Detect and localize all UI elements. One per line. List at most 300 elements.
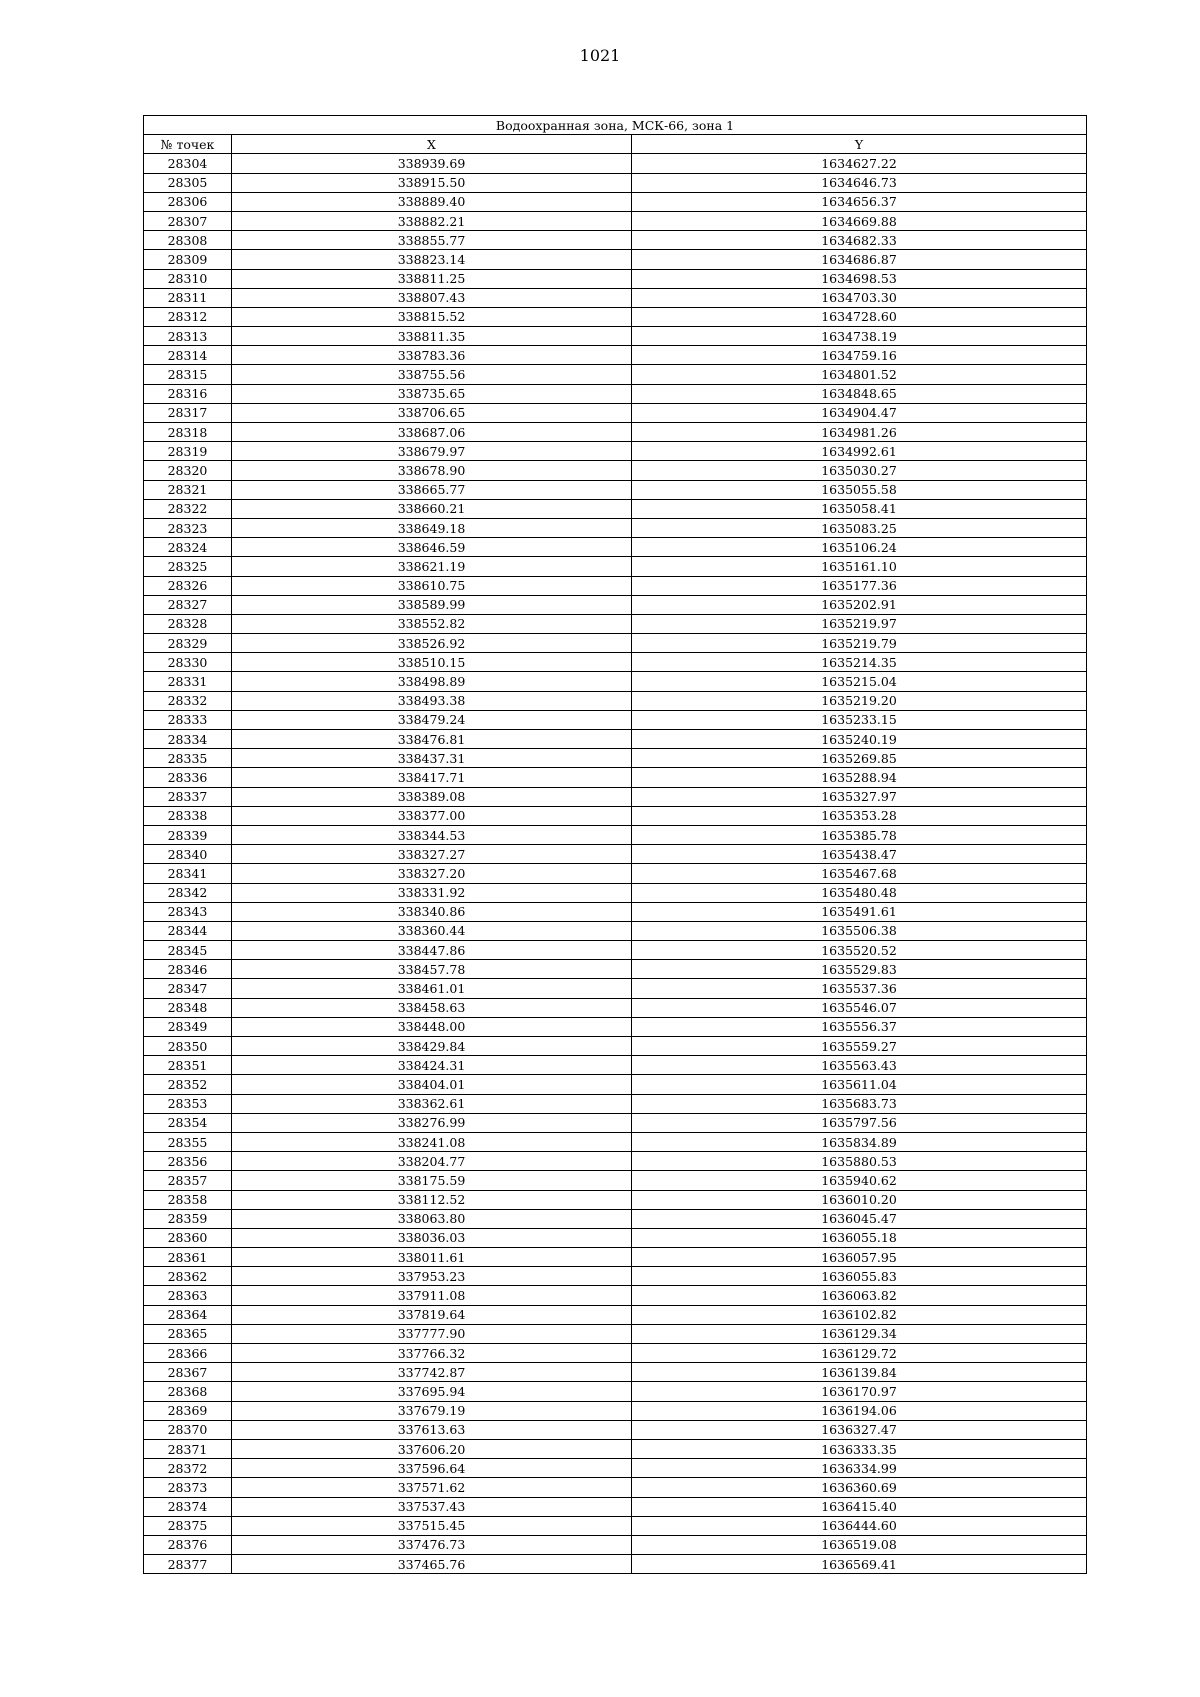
cell-y: 1635559.27	[632, 1037, 1087, 1056]
cell-y: 1635529.83	[632, 960, 1087, 979]
cell-x: 338649.18	[232, 518, 632, 537]
cell-x: 338461.01	[232, 979, 632, 998]
table-row	[144, 998, 1087, 1017]
cell-x: 338552.82	[232, 614, 632, 633]
table-row	[144, 691, 1087, 710]
cell-x: 338063.80	[232, 1209, 632, 1228]
cell-y: 1635202.91	[632, 595, 1087, 614]
table-row	[144, 1113, 1087, 1132]
cell-x: 337613.63	[232, 1420, 632, 1439]
cell-x: 337537.43	[232, 1497, 632, 1516]
cell-point-number: 28358	[144, 1190, 232, 1209]
cell-x: 338276.99	[232, 1113, 632, 1132]
cell-point-number: 28337	[144, 787, 232, 806]
cell-point-number: 28368	[144, 1382, 232, 1401]
cell-point-number: 28345	[144, 941, 232, 960]
cell-point-number: 28350	[144, 1037, 232, 1056]
table-row	[144, 461, 1087, 480]
table-row	[144, 1094, 1087, 1113]
cell-point-number: 28365	[144, 1324, 232, 1343]
cell-y: 1635506.38	[632, 921, 1087, 940]
cell-y: 1635288.94	[632, 768, 1087, 787]
cell-point-number: 28323	[144, 518, 232, 537]
table-row	[144, 288, 1087, 307]
cell-x: 338660.21	[232, 499, 632, 518]
cell-y: 1635214.35	[632, 653, 1087, 672]
table-row	[144, 653, 1087, 672]
cell-x: 338327.27	[232, 845, 632, 864]
cell-y: 1634686.87	[632, 250, 1087, 269]
table-row	[144, 154, 1087, 173]
cell-point-number: 28322	[144, 499, 232, 518]
cell-point-number: 28373	[144, 1478, 232, 1497]
cell-point-number: 28309	[144, 250, 232, 269]
cell-x: 337742.87	[232, 1363, 632, 1382]
cell-x: 337953.23	[232, 1267, 632, 1286]
table-row	[144, 1382, 1087, 1401]
cell-x: 338783.36	[232, 346, 632, 365]
cell-point-number: 28349	[144, 1017, 232, 1036]
cell-x: 338447.86	[232, 941, 632, 960]
table-row	[144, 538, 1087, 557]
column-header-y: Y	[632, 135, 1087, 154]
cell-y: 1635385.78	[632, 825, 1087, 844]
cell-y: 1634646.73	[632, 173, 1087, 192]
cell-point-number: 28366	[144, 1344, 232, 1363]
cell-point-number: 28352	[144, 1075, 232, 1094]
table-row	[144, 1344, 1087, 1363]
cell-y: 1634698.53	[632, 269, 1087, 288]
cell-x: 338679.97	[232, 442, 632, 461]
cell-y: 1636569.41	[632, 1555, 1087, 1574]
cell-x: 338889.40	[232, 192, 632, 211]
cell-point-number: 28362	[144, 1267, 232, 1286]
cell-point-number: 28342	[144, 883, 232, 902]
cell-x: 338855.77	[232, 231, 632, 250]
cell-x: 338360.44	[232, 921, 632, 940]
table-row	[144, 1324, 1087, 1343]
cell-x: 338807.43	[232, 288, 632, 307]
table-row	[144, 384, 1087, 403]
cell-x: 338646.59	[232, 538, 632, 557]
cell-y: 1635438.47	[632, 845, 1087, 864]
table-body	[144, 154, 1087, 1574]
table-row	[144, 1535, 1087, 1554]
cell-x: 337777.90	[232, 1324, 632, 1343]
table-row	[144, 1228, 1087, 1247]
cell-point-number: 28340	[144, 845, 232, 864]
cell-point-number: 28333	[144, 710, 232, 729]
cell-y: 1636055.83	[632, 1267, 1087, 1286]
table-row	[144, 1171, 1087, 1190]
table-row	[144, 825, 1087, 844]
cell-x: 337476.73	[232, 1535, 632, 1554]
cell-x: 338340.86	[232, 902, 632, 921]
cell-y: 1634981.26	[632, 423, 1087, 442]
cell-y: 1635556.37	[632, 1017, 1087, 1036]
cell-y: 1635233.15	[632, 710, 1087, 729]
cell-x: 338424.31	[232, 1056, 632, 1075]
cell-x: 338331.92	[232, 883, 632, 902]
cell-y: 1634801.52	[632, 365, 1087, 384]
table-row	[144, 1459, 1087, 1478]
cell-y: 1636170.97	[632, 1382, 1087, 1401]
cell-x: 338811.35	[232, 327, 632, 346]
cell-y: 1636334.99	[632, 1459, 1087, 1478]
cell-x: 338621.19	[232, 557, 632, 576]
cell-y: 1635269.85	[632, 749, 1087, 768]
table-row	[144, 442, 1087, 461]
cell-point-number: 28348	[144, 998, 232, 1017]
table-row	[144, 1132, 1087, 1151]
column-header-x: X	[232, 135, 632, 154]
cell-x: 338493.38	[232, 691, 632, 710]
cell-x: 338706.65	[232, 403, 632, 422]
cell-point-number: 28363	[144, 1286, 232, 1305]
table-row	[144, 231, 1087, 250]
cell-point-number: 28331	[144, 672, 232, 691]
cell-point-number: 28328	[144, 614, 232, 633]
cell-point-number: 28377	[144, 1555, 232, 1574]
cell-y: 1636444.60	[632, 1516, 1087, 1535]
cell-point-number: 28324	[144, 538, 232, 557]
table-row	[144, 423, 1087, 442]
table-row	[144, 883, 1087, 902]
table-row	[144, 921, 1087, 940]
cell-y: 1635058.41	[632, 499, 1087, 518]
cell-point-number: 28353	[144, 1094, 232, 1113]
cell-x: 338036.03	[232, 1228, 632, 1247]
table-row	[144, 979, 1087, 998]
table-row	[144, 960, 1087, 979]
cell-point-number: 28317	[144, 403, 232, 422]
cell-x: 337695.94	[232, 1382, 632, 1401]
cell-x: 338417.71	[232, 768, 632, 787]
cell-point-number: 28312	[144, 307, 232, 326]
cell-y: 1635797.56	[632, 1113, 1087, 1132]
cell-point-number: 28355	[144, 1132, 232, 1151]
cell-y: 1634669.88	[632, 211, 1087, 230]
table-row	[144, 1056, 1087, 1075]
cell-y: 1636010.20	[632, 1190, 1087, 1209]
table-row	[144, 499, 1087, 518]
cell-x: 338811.25	[232, 269, 632, 288]
cell-x: 337679.19	[232, 1401, 632, 1420]
cell-point-number: 28306	[144, 192, 232, 211]
cell-point-number: 28318	[144, 423, 232, 442]
cell-y: 1635611.04	[632, 1075, 1087, 1094]
cell-y: 1636194.06	[632, 1401, 1087, 1420]
cell-point-number: 28305	[144, 173, 232, 192]
cell-y: 1635834.89	[632, 1132, 1087, 1151]
cell-x: 338344.53	[232, 825, 632, 844]
cell-y: 1635467.68	[632, 864, 1087, 883]
cell-y: 1635353.28	[632, 806, 1087, 825]
table-row	[144, 1516, 1087, 1535]
cell-x: 338815.52	[232, 307, 632, 326]
cell-point-number: 28351	[144, 1056, 232, 1075]
cell-x: 338011.61	[232, 1248, 632, 1267]
table-row	[144, 365, 1087, 384]
cell-point-number: 28367	[144, 1363, 232, 1382]
table-row	[144, 557, 1087, 576]
table-row	[144, 768, 1087, 787]
cell-x: 337911.08	[232, 1286, 632, 1305]
cell-point-number: 28311	[144, 288, 232, 307]
cell-x: 338915.50	[232, 173, 632, 192]
cell-y: 1636045.47	[632, 1209, 1087, 1228]
table-row	[144, 1190, 1087, 1209]
cell-y: 1635219.20	[632, 691, 1087, 710]
cell-point-number: 28374	[144, 1497, 232, 1516]
cell-point-number: 28310	[144, 269, 232, 288]
cell-x: 338404.01	[232, 1075, 632, 1094]
cell-point-number: 28314	[144, 346, 232, 365]
cell-point-number: 28356	[144, 1152, 232, 1171]
cell-x: 338429.84	[232, 1037, 632, 1056]
cell-point-number: 28343	[144, 902, 232, 921]
table-row	[144, 173, 1087, 192]
table-row	[144, 480, 1087, 499]
table-row	[144, 346, 1087, 365]
table-row	[144, 1363, 1087, 1382]
cell-point-number: 28308	[144, 231, 232, 250]
cell-point-number: 28346	[144, 960, 232, 979]
table-header-row	[144, 135, 1087, 154]
cell-point-number: 28320	[144, 461, 232, 480]
column-header-point-number: № точек	[144, 135, 232, 154]
cell-point-number: 28319	[144, 442, 232, 461]
table-row	[144, 518, 1087, 537]
cell-x: 338437.31	[232, 749, 632, 768]
table-row	[144, 576, 1087, 595]
cell-point-number: 28329	[144, 634, 232, 653]
cell-y: 1635683.73	[632, 1094, 1087, 1113]
cell-x: 338241.08	[232, 1132, 632, 1151]
cell-point-number: 28369	[144, 1401, 232, 1420]
cell-point-number: 28376	[144, 1535, 232, 1554]
cell-x: 338112.52	[232, 1190, 632, 1209]
cell-y: 1635940.62	[632, 1171, 1087, 1190]
cell-x: 337606.20	[232, 1439, 632, 1458]
cell-point-number: 28325	[144, 557, 232, 576]
cell-y: 1635491.61	[632, 902, 1087, 921]
cell-y: 1636057.95	[632, 1248, 1087, 1267]
cell-y: 1635327.97	[632, 787, 1087, 806]
cell-point-number: 28334	[144, 730, 232, 749]
cell-point-number: 28321	[144, 480, 232, 499]
cell-x: 338458.63	[232, 998, 632, 1017]
cell-y: 1635219.97	[632, 614, 1087, 633]
table-row	[144, 1037, 1087, 1056]
table-row	[144, 1248, 1087, 1267]
cell-y: 1634682.33	[632, 231, 1087, 250]
table-row	[144, 710, 1087, 729]
cell-point-number: 28307	[144, 211, 232, 230]
cell-point-number: 28371	[144, 1439, 232, 1458]
cell-y: 1635055.58	[632, 480, 1087, 499]
cell-y: 1635880.53	[632, 1152, 1087, 1171]
cell-x: 338665.77	[232, 480, 632, 499]
table-row	[144, 787, 1087, 806]
cell-y: 1636129.72	[632, 1344, 1087, 1363]
cell-x: 338589.99	[232, 595, 632, 614]
cell-x: 338678.90	[232, 461, 632, 480]
cell-y: 1636360.69	[632, 1478, 1087, 1497]
cell-x: 338510.15	[232, 653, 632, 672]
cell-x: 338377.00	[232, 806, 632, 825]
cell-y: 1636129.34	[632, 1324, 1087, 1343]
cell-y: 1635219.79	[632, 634, 1087, 653]
cell-x: 338362.61	[232, 1094, 632, 1113]
cell-y: 1634738.19	[632, 327, 1087, 346]
table-row	[144, 864, 1087, 883]
cell-point-number: 28335	[144, 749, 232, 768]
cell-point-number: 28347	[144, 979, 232, 998]
table-row	[144, 749, 1087, 768]
cell-point-number: 28326	[144, 576, 232, 595]
cell-x: 338882.21	[232, 211, 632, 230]
cell-point-number: 28375	[144, 1516, 232, 1535]
cell-x: 337766.32	[232, 1344, 632, 1363]
cell-point-number: 28332	[144, 691, 232, 710]
page-number: 1021	[579, 46, 621, 65]
cell-y: 1635177.36	[632, 576, 1087, 595]
cell-y: 1636063.82	[632, 1286, 1087, 1305]
cell-y: 1634656.37	[632, 192, 1087, 211]
table-row	[144, 1555, 1087, 1574]
cell-y: 1635240.19	[632, 730, 1087, 749]
cell-x: 338610.75	[232, 576, 632, 595]
cell-x: 337819.64	[232, 1305, 632, 1324]
cell-y: 1636519.08	[632, 1535, 1087, 1554]
table-row	[144, 1439, 1087, 1458]
table-row	[144, 1401, 1087, 1420]
cell-y: 1634627.22	[632, 154, 1087, 173]
cell-y: 1636327.47	[632, 1420, 1087, 1439]
cell-x: 338479.24	[232, 710, 632, 729]
cell-y: 1636415.40	[632, 1497, 1087, 1516]
table-row	[144, 1420, 1087, 1439]
table-row	[144, 1267, 1087, 1286]
cell-point-number: 28316	[144, 384, 232, 403]
table-row	[144, 672, 1087, 691]
cell-point-number: 28327	[144, 595, 232, 614]
cell-point-number: 28361	[144, 1248, 232, 1267]
table-row	[144, 269, 1087, 288]
cell-y: 1634992.61	[632, 442, 1087, 461]
table-row	[144, 806, 1087, 825]
table-row	[144, 403, 1087, 422]
cell-x: 337465.76	[232, 1555, 632, 1574]
cell-y: 1635030.27	[632, 461, 1087, 480]
cell-x: 338498.89	[232, 672, 632, 691]
cell-x: 338457.78	[232, 960, 632, 979]
cell-x: 338448.00	[232, 1017, 632, 1036]
table-row	[144, 1497, 1087, 1516]
table-row	[144, 211, 1087, 230]
cell-x: 337571.62	[232, 1478, 632, 1497]
cell-y: 1635546.07	[632, 998, 1087, 1017]
table-title-row	[144, 116, 1087, 135]
cell-y: 1635161.10	[632, 557, 1087, 576]
table-row	[144, 192, 1087, 211]
cell-y: 1636333.35	[632, 1439, 1087, 1458]
cell-point-number: 28313	[144, 327, 232, 346]
cell-y: 1635480.48	[632, 883, 1087, 902]
cell-x: 338175.59	[232, 1171, 632, 1190]
table-row	[144, 902, 1087, 921]
cell-point-number: 28364	[144, 1305, 232, 1324]
cell-x: 338327.20	[232, 864, 632, 883]
table-row	[144, 845, 1087, 864]
cell-x: 338939.69	[232, 154, 632, 173]
table-title: Водоохранная зона, МСК-66, зона 1	[144, 116, 1087, 135]
cell-y: 1636139.84	[632, 1363, 1087, 1382]
cell-point-number: 28357	[144, 1171, 232, 1190]
cell-x: 338204.77	[232, 1152, 632, 1171]
table-row	[144, 1152, 1087, 1171]
cell-point-number: 28336	[144, 768, 232, 787]
cell-point-number: 28370	[144, 1420, 232, 1439]
cell-x: 337515.45	[232, 1516, 632, 1535]
table-row	[144, 614, 1087, 633]
table-row	[144, 1209, 1087, 1228]
cell-point-number: 28315	[144, 365, 232, 384]
table-row	[144, 327, 1087, 346]
table-row	[144, 1305, 1087, 1324]
cell-y: 1635106.24	[632, 538, 1087, 557]
cell-y: 1635563.43	[632, 1056, 1087, 1075]
cell-y: 1634848.65	[632, 384, 1087, 403]
cell-x: 338687.06	[232, 423, 632, 442]
cell-point-number: 28339	[144, 825, 232, 844]
cell-point-number: 28338	[144, 806, 232, 825]
cell-y: 1636055.18	[632, 1228, 1087, 1247]
cell-y: 1634728.60	[632, 307, 1087, 326]
cell-x: 337596.64	[232, 1459, 632, 1478]
cell-x: 338735.65	[232, 384, 632, 403]
cell-point-number: 28360	[144, 1228, 232, 1247]
cell-x: 338476.81	[232, 730, 632, 749]
cell-y: 1634703.30	[632, 288, 1087, 307]
cell-y: 1634904.47	[632, 403, 1087, 422]
table-row	[144, 250, 1087, 269]
cell-y: 1635537.36	[632, 979, 1087, 998]
cell-point-number: 28330	[144, 653, 232, 672]
cell-point-number: 28344	[144, 921, 232, 940]
table-row	[144, 595, 1087, 614]
cell-x: 338389.08	[232, 787, 632, 806]
cell-x: 338823.14	[232, 250, 632, 269]
cell-y: 1635215.04	[632, 672, 1087, 691]
table-row	[144, 1478, 1087, 1497]
table-row	[144, 1286, 1087, 1305]
cell-y: 1634759.16	[632, 346, 1087, 365]
cell-x: 338755.56	[232, 365, 632, 384]
cell-y: 1635083.25	[632, 518, 1087, 537]
cell-y: 1635520.52	[632, 941, 1087, 960]
table-row	[144, 634, 1087, 653]
cell-y: 1636102.82	[632, 1305, 1087, 1324]
cell-point-number: 28304	[144, 154, 232, 173]
table-row	[144, 1017, 1087, 1036]
table-row	[144, 941, 1087, 960]
cell-x: 338526.92	[232, 634, 632, 653]
cell-point-number: 28341	[144, 864, 232, 883]
table-row	[144, 730, 1087, 749]
cell-point-number: 28359	[144, 1209, 232, 1228]
